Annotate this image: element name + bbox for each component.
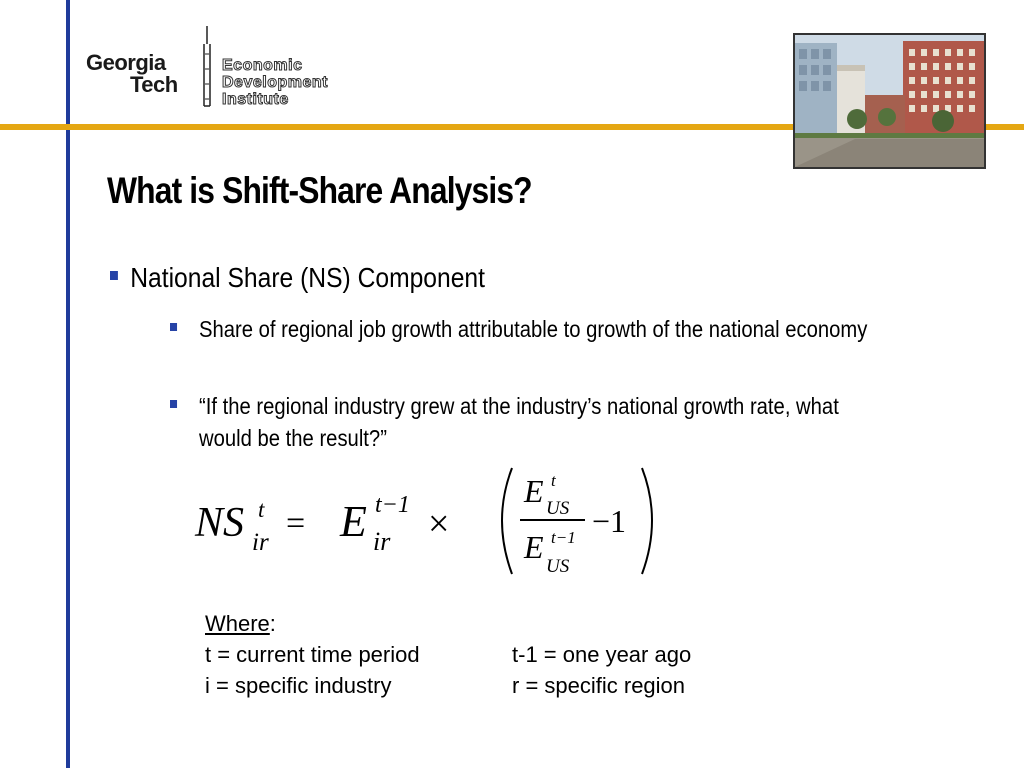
formula-e-superscript: t−1 [375,492,410,518]
georgia-tech-logo [86,24,386,114]
bullet-square-icon [110,271,118,280]
tech-tower-icon [196,24,218,114]
formula-denominator-subscript: US [546,556,570,577]
formula-equals: = [286,505,306,542]
formula-denominator-e: E [524,529,544,565]
slide-title: What is Shift-Share Analysis? [107,170,532,211]
sub-bullet [170,313,892,345]
logo-institute-text [222,57,328,108]
formula-minus-one: −1 [592,503,627,539]
legend-heading-text: Where [205,611,270,636]
sub-bullet [170,390,892,454]
logo-word-institute: Institute [222,91,289,108]
bullet-square-icon [170,323,177,331]
legend-definition: i = specific industry [205,673,392,698]
bullet-square-icon [170,400,177,408]
legend-row [205,639,691,670]
main-bullet [110,262,485,294]
right-paren [642,468,652,574]
formula-numerator-superscript: t [551,471,556,490]
logo-word-development: Development [222,74,328,91]
formula-denominator-superscript: t−1 [551,528,576,547]
formula-ns-subscript: ir [252,529,269,556]
sub-bullet-text: Share of regional job growth attributable to growth of the national economy [199,316,868,342]
formula-e-subscript: ir [373,527,391,556]
legend-definition: t = current time period [205,642,420,667]
formula-e-term: E [340,497,367,546]
legend-definition: t-1 = one year ago [512,642,692,667]
national-share-formula [190,462,670,582]
logo-word-economic: Economic [222,57,303,74]
left-paren [502,468,512,574]
formula-times: × [428,503,450,545]
formula-ns: NS [195,500,245,546]
legend-row [205,670,691,701]
logo-tech-text: Tech [130,72,178,97]
sub-bullet-text: “If the regional industry grew at the industry’s national growth rate, what would be the result?” [199,393,839,451]
left-accent-rule [66,0,70,768]
legend-definition: r = specific region [512,673,686,698]
variable-legend [205,608,691,701]
formula-numerator-subscript: US [546,498,570,519]
legend-heading-colon: : [269,611,276,636]
main-bullet-text: National Share (NS) Component [130,262,485,293]
logo-georgia-text: Georgia [86,50,166,75]
formula-ns-superscript: t [258,497,265,522]
legend-heading [205,608,691,639]
campus-building-photo [793,33,986,169]
formula-numerator-e: E [524,473,544,509]
